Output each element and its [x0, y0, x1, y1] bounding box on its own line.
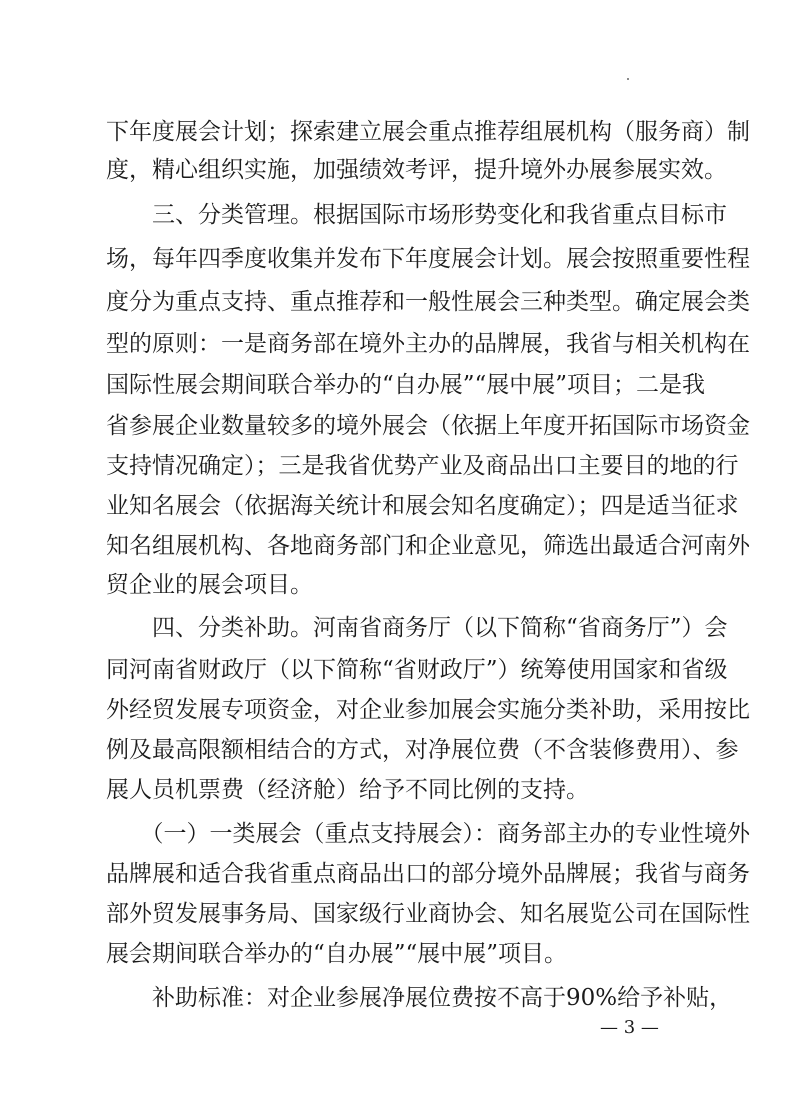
text-line: 支持情况确定）；三是我省优势产业及商品出口主要目的地的行 — [106, 453, 739, 479]
page-number: — 3 — — [600, 1017, 659, 1038]
text-line: （一）一类展会（重点支持展会）：商务部主办的专业性境外 — [106, 821, 750, 847]
text-line: 度分为重点支持、重点推荐和一般性展会三种类型。确定展会类 — [106, 289, 750, 315]
text-line: 度，精心组织实施，加强绩效考评，提升境外办展参展实效。 — [106, 157, 727, 183]
text-line: 省参展企业数量较多的境外展会（依据上年度开拓国际市场资金 — [106, 413, 750, 439]
text-line: 场，每年四季度收集并发布下年度展会计划。展会按照重要性程 — [106, 246, 750, 272]
text-line: 外经贸发展专项资金，对企业参加展会实施分类补助，采用按比 — [106, 697, 750, 723]
text-line: 四、分类补助。河南省商务厅（以下简称“省商务厅”）会 — [106, 615, 728, 641]
text-line: 展人员机票费（经济舱）给予不同比例的支持。 — [106, 777, 589, 803]
text-line: 国际性展会期间联合举办的“自办展”“展中展”项目；二是我 — [106, 372, 706, 398]
text-line: 知名组展机构、各地商务部门和企业意见，筛选出最适合河南外 — [106, 533, 750, 559]
text-line: 型的原则：一是商务部在境外主办的品牌展，我省与相关机构在 — [106, 331, 750, 357]
text-line: 部外贸发展事务局、国家级行业商协会、知名展览公司在国际性 — [106, 901, 750, 927]
text-line: 业知名展会（依据海关统计和展会知名度确定）；四是适当征求 — [106, 493, 739, 519]
scan-speck — [627, 78, 629, 80]
text-line: 展会期间联合举办的“自办展”“展中展”项目。 — [106, 941, 568, 967]
text-line: 品牌展和适合我省重点商品出口的部分境外品牌展；我省与商务 — [106, 861, 750, 887]
text-line: 下年度展会计划；探索建立展会重点推荐组展机构（服务商）制 — [106, 119, 750, 145]
text-line: 同河南省财政厅（以下简称“省财政厅”）统筹使用国家和省级 — [106, 657, 728, 683]
text-line: 补助标准：对企业参展净展位费按不高于90%给予补贴， — [106, 985, 733, 1011]
text-line: 例及最高限额相结合的方式，对净展位费（不含装修费用）、参 — [106, 737, 739, 763]
text-line: 三、分类管理。根据国际市场形势变化和我省重点目标市 — [106, 202, 727, 228]
text-line: 贸企业的展会项目。 — [106, 572, 313, 598]
